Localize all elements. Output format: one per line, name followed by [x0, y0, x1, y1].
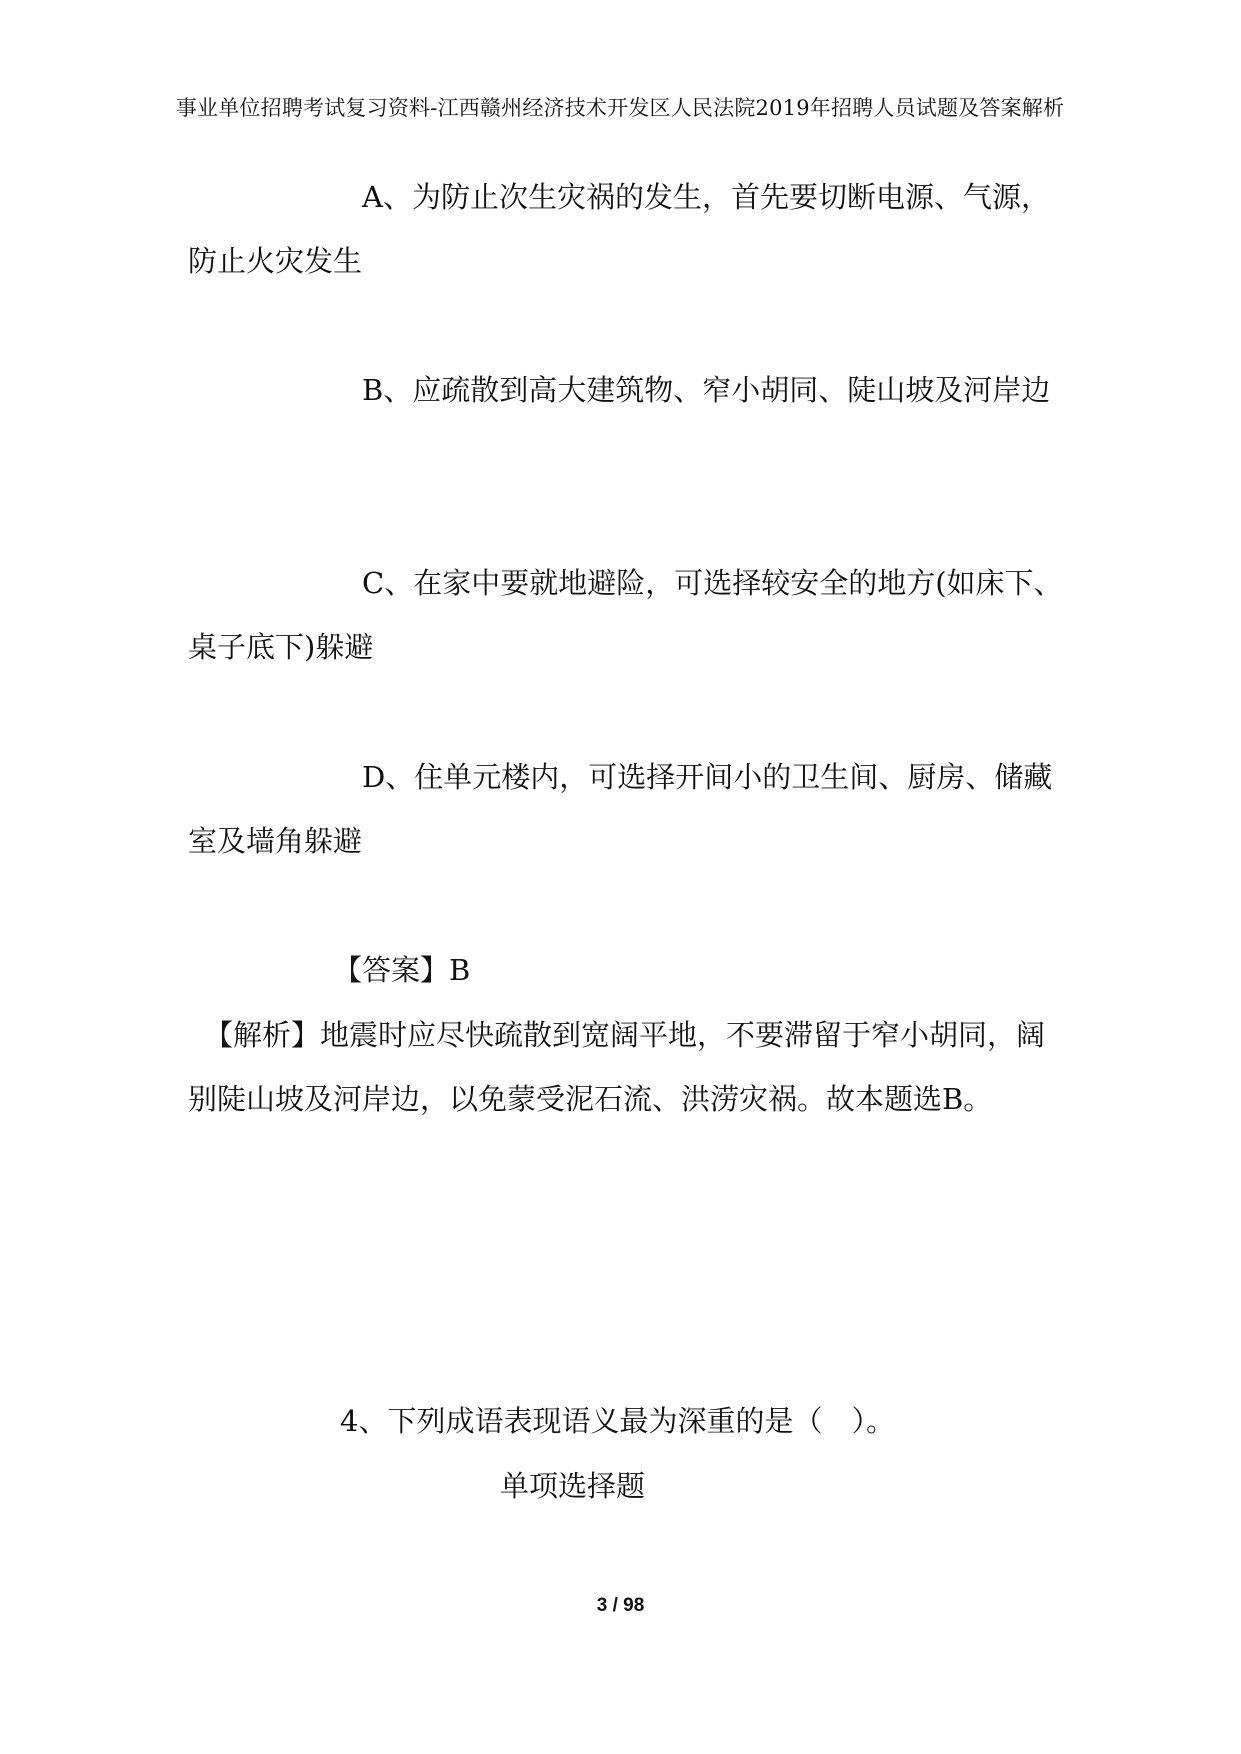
- question-type-label: 单项选择题: [500, 1469, 646, 1503]
- option-d-text: D、住单元楼内，可选择开间小的卫生间、厨房、储藏室及墙角躲避: [188, 760, 1053, 858]
- page-number: 3 / 98: [596, 1595, 645, 1616]
- option-d: [188, 745, 1068, 873]
- option-c: [188, 551, 1068, 679]
- question-4-stem: 4、下列成语表现语义最为深重的是（ ）。: [340, 1404, 895, 1438]
- analysis-label: 【解析】: [204, 1018, 321, 1052]
- analysis-text: 地震时应尽快疏散到宽阔平地，不要滞留于窄小胡同，阔别陡山坡及河岸边，以免蒙受泥石流、洪涝灾祸。故本题选B。: [188, 1018, 1046, 1116]
- answer-value: B: [449, 953, 471, 987]
- option-a: [188, 165, 1068, 293]
- option-c-text: C、在家中要就地避险，可选择较安全的地方(如床下、桌子底下)躲避: [188, 566, 1063, 664]
- analysis-paragraph: [188, 1003, 1068, 1131]
- page-header-title: 事业单位招聘考试复习资料-江西赣州经济技术开发区人民法院2019年招聘人员试题及答案解析: [175, 96, 1065, 120]
- answer-label: 【答案】: [333, 953, 450, 987]
- option-a-text: A、为防止次生灾祸的发生，首先要切断电源、气源，防止火灾发生: [188, 180, 1050, 278]
- option-b: [188, 358, 1068, 422]
- answer-line: [188, 938, 1068, 1002]
- option-b-text: B、应疏散到高大建筑物、窄小胡同、陡山坡及河岸边: [362, 373, 1051, 407]
